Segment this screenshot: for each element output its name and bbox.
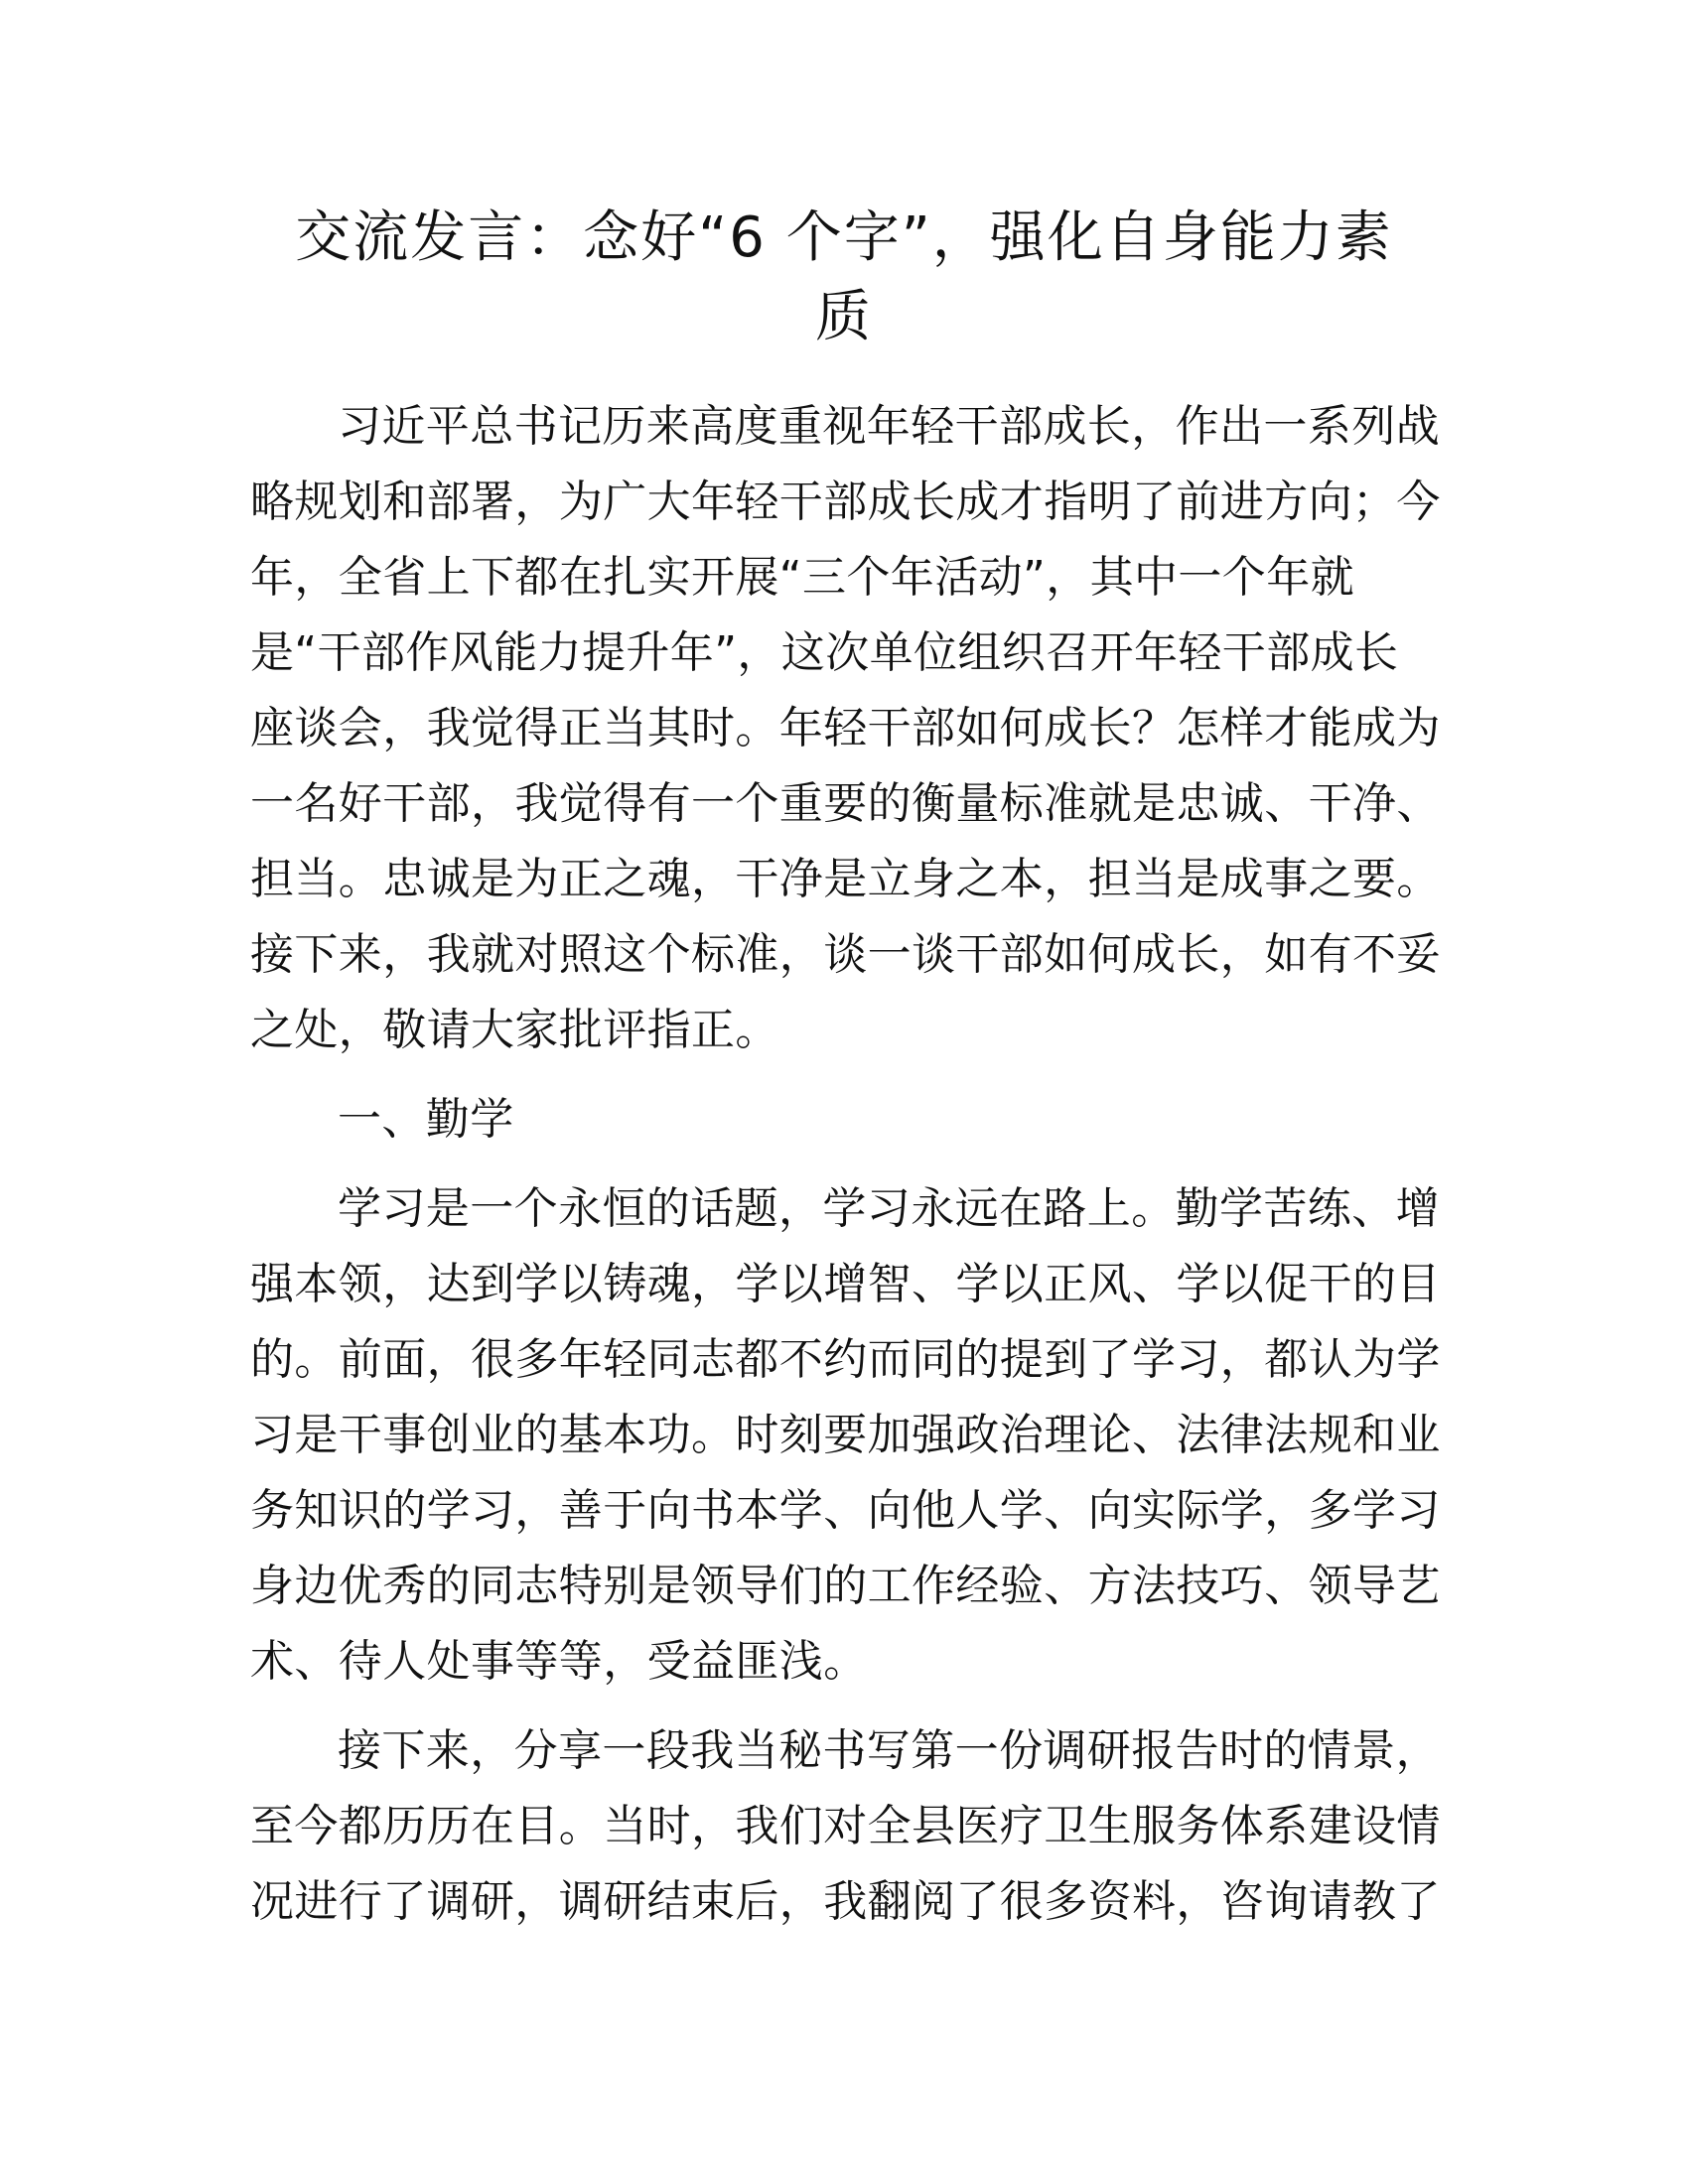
paragraph-report (250, 1713, 1442, 1940)
paragraph-line: 术、待人处事等等，受益匪浅。 (250, 1636, 868, 1687)
paragraph-line: 强本领，达到学以铸魂，学以增智、学以正风、学以促干的目 (250, 1259, 1441, 1309)
paragraph-line: 的。前面，很多年轻同志都不约而同的提到了学习，都认为学 (250, 1334, 1441, 1385)
paragraph-line: 接下来，我就对照这个标准，谈一谈干部如何成长，如有不妥 (250, 929, 1441, 980)
section-heading (250, 1082, 1442, 1158)
paragraph-line: 接下来，分享一段我当秘书写第一份调研报告时的情景， (338, 1725, 1440, 1776)
paragraph-line: 略规划和部署，为广大年轻干部成长成才指明了前进方向；今 (250, 477, 1441, 527)
title-line-1: 交流发言：念好“6 个字”，强化自身能力素 (295, 205, 1393, 270)
paragraph-study (250, 1171, 1442, 1700)
paragraph-line: 座谈会，我觉得正当其时。年轻干部如何成长？怎样才能成为 (250, 703, 1441, 753)
paragraph-line: 至今都历历在目。当时，我们对全县医疗卫生服务体系建设情 (250, 1801, 1441, 1851)
paragraph-line: 之处，敬请大家批评指正。 (250, 1005, 779, 1055)
paragraph-line: 是“干部作风能力提升年”，这次单位组织召开年轻干部成长 (250, 627, 1399, 678)
document-title (248, 199, 1440, 357)
paragraph-line: 务知识的学习，善于向书本学、向他人学、向实际学，多学习 (250, 1485, 1441, 1536)
title-line-2: 质 (815, 285, 873, 349)
section-heading-text: 一、勤学 (338, 1094, 514, 1145)
paragraph-intro (250, 389, 1442, 1068)
paragraph-line: 习是干事创业的基本功。时刻要加强政治理论、法律法规和业 (250, 1410, 1441, 1460)
paragraph-line: 年，全省上下都在扎实开展“三个年活动”，其中一个年就 (250, 552, 1354, 603)
paragraph-line: 习近平总书记历来高度重视年轻干部成长，作出一系列战 (338, 401, 1440, 452)
paragraph-line: 身边优秀的同志特别是领导们的工作经验、方法技巧、领导艺 (250, 1561, 1441, 1611)
document-body (250, 389, 1442, 1940)
paragraph-line: 一名好干部，我觉得有一个重要的衡量标准就是忠诚、干净、 (250, 778, 1441, 829)
paragraph-line: 学习是一个永恒的话题，学习永远在路上。勤学苦练、增 (338, 1183, 1440, 1234)
paragraph-line: 况进行了调研，调研结束后，我翻阅了很多资料，咨询请教了 (250, 1876, 1441, 1927)
paragraph-line: 担当。忠诚是为正之魂，干净是立身之本，担当是成事之要。 (250, 854, 1441, 904)
